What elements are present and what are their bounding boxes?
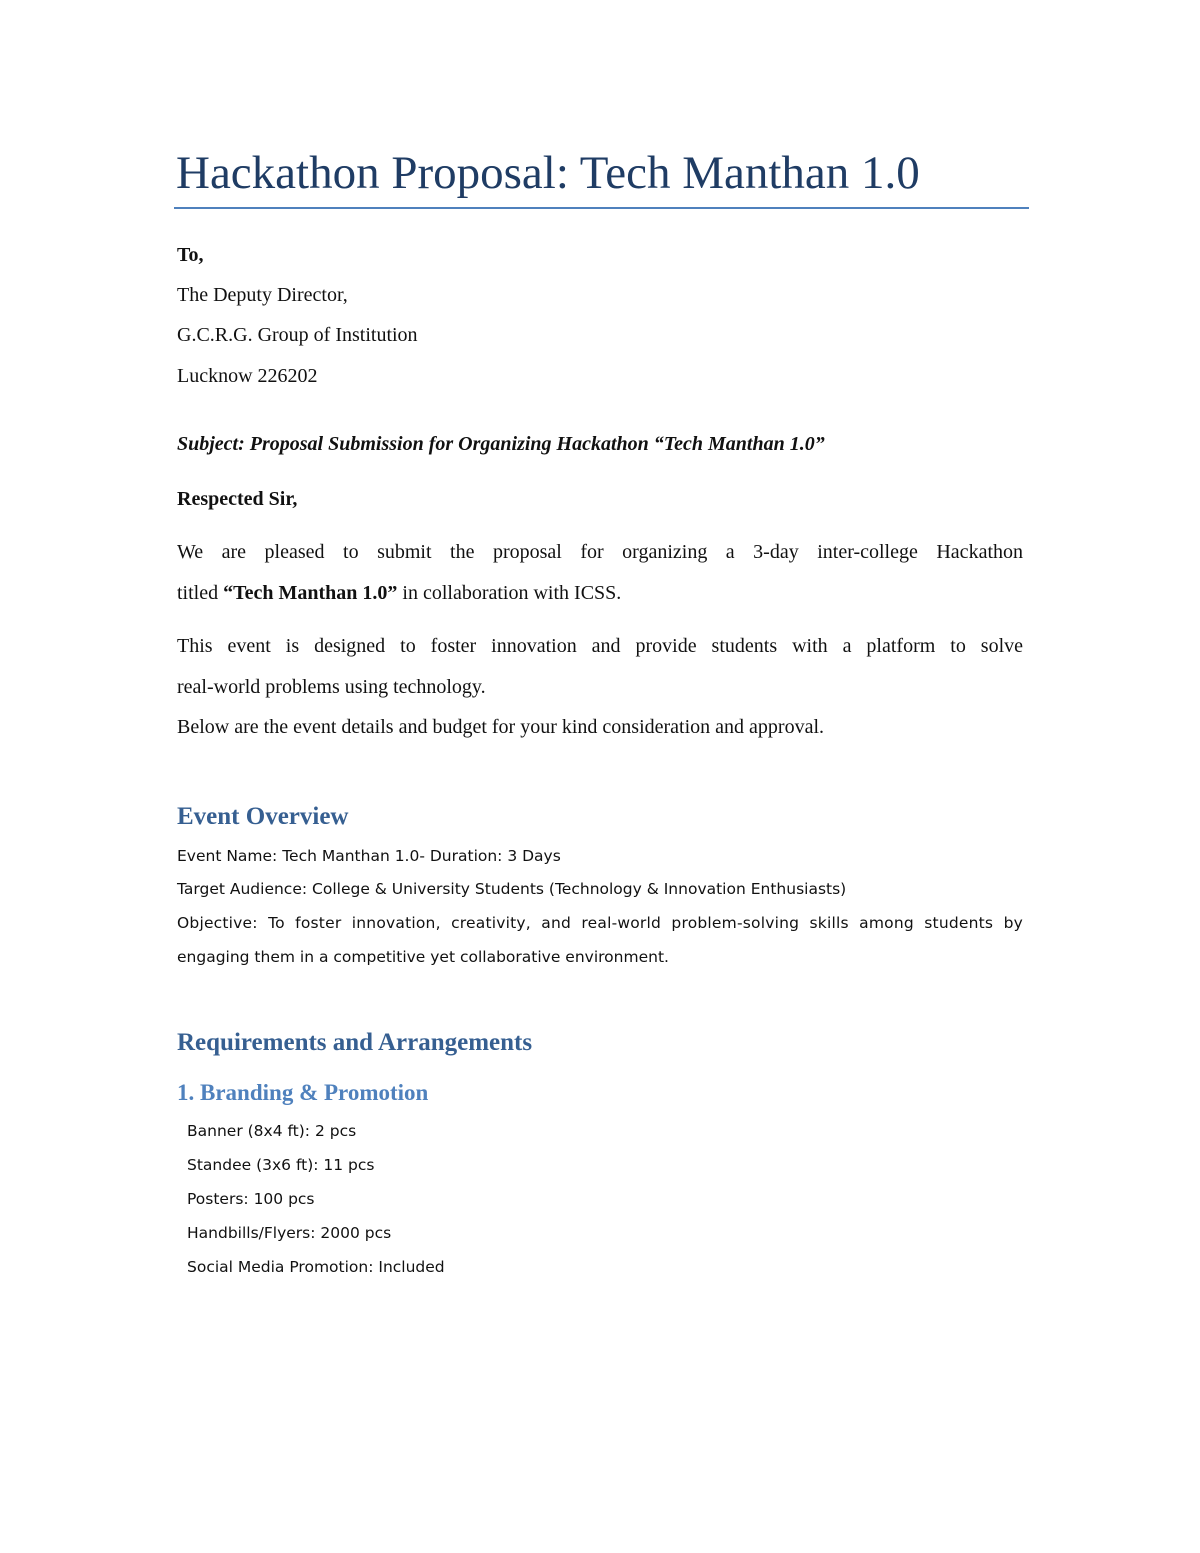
event-name-bold: “Tech Manthan 1.0”	[223, 582, 398, 604]
target-audience: Target Audience: College & University Students (Technology & Innovation Enthusiasts)	[177, 880, 847, 898]
event-name-duration: Event Name: Tech Manthan 1.0- Duration: 3 Days	[177, 847, 561, 865]
document-title: Hackathon Proposal: Tech Manthan 1.0	[176, 147, 920, 199]
list-item: Posters: 100 pcs	[187, 1190, 315, 1208]
list-item: Banner (8x4 ft): 2 pcs	[187, 1122, 357, 1140]
branding-items-list	[187, 1121, 445, 1291]
requirements-heading: Requirements and Arrangements	[177, 1029, 533, 1056]
recipient-to: To,	[177, 244, 204, 266]
recipient-designation: The Deputy Director,	[177, 284, 348, 306]
recipient-institution: G.C.R.G. Group of Institution	[177, 324, 418, 346]
body-paragraph-1-line-2	[177, 581, 621, 605]
body-paragraph-2-line-1: This event is designed to foster innovation and provide students with a platform to solve	[177, 635, 1023, 657]
objective-line-1: Objective: To foster innovation, creativity, and real-world problem-solving skills among students by	[177, 914, 1023, 932]
branding-heading: 1. Branding & Promotion	[177, 1080, 429, 1105]
list-item: Standee (3x6 ft): 11 pcs	[187, 1156, 375, 1174]
list-item: Handbills/Flyers: 2000 pcs	[187, 1224, 392, 1242]
greeting: Respected Sir,	[177, 488, 298, 510]
title-underline	[174, 207, 1029, 209]
objective-line-2: engaging them in a competitive yet collaborative environment.	[177, 948, 669, 966]
body-text-suffix: in collaboration with ICSS.	[397, 582, 622, 604]
event-overview-heading: Event Overview	[177, 803, 349, 830]
list-item: Social Media Promotion: Included	[187, 1258, 445, 1276]
body-text-prefix: titled	[177, 582, 224, 604]
subject-line: Subject: Proposal Submission for Organizing Hackathon “Tech Manthan 1.0”	[177, 433, 825, 455]
body-paragraph-1-line-1: We are pleased to submit the proposal for organizing a 3-day inter-college Hackathon	[177, 541, 1023, 563]
recipient-city: Lucknow 226202	[177, 365, 318, 387]
body-paragraph-2-line-2: real-world problems using technology.	[177, 676, 486, 698]
body-paragraph-3: Below are the event details and budget for your kind consideration and approval.	[177, 716, 825, 738]
